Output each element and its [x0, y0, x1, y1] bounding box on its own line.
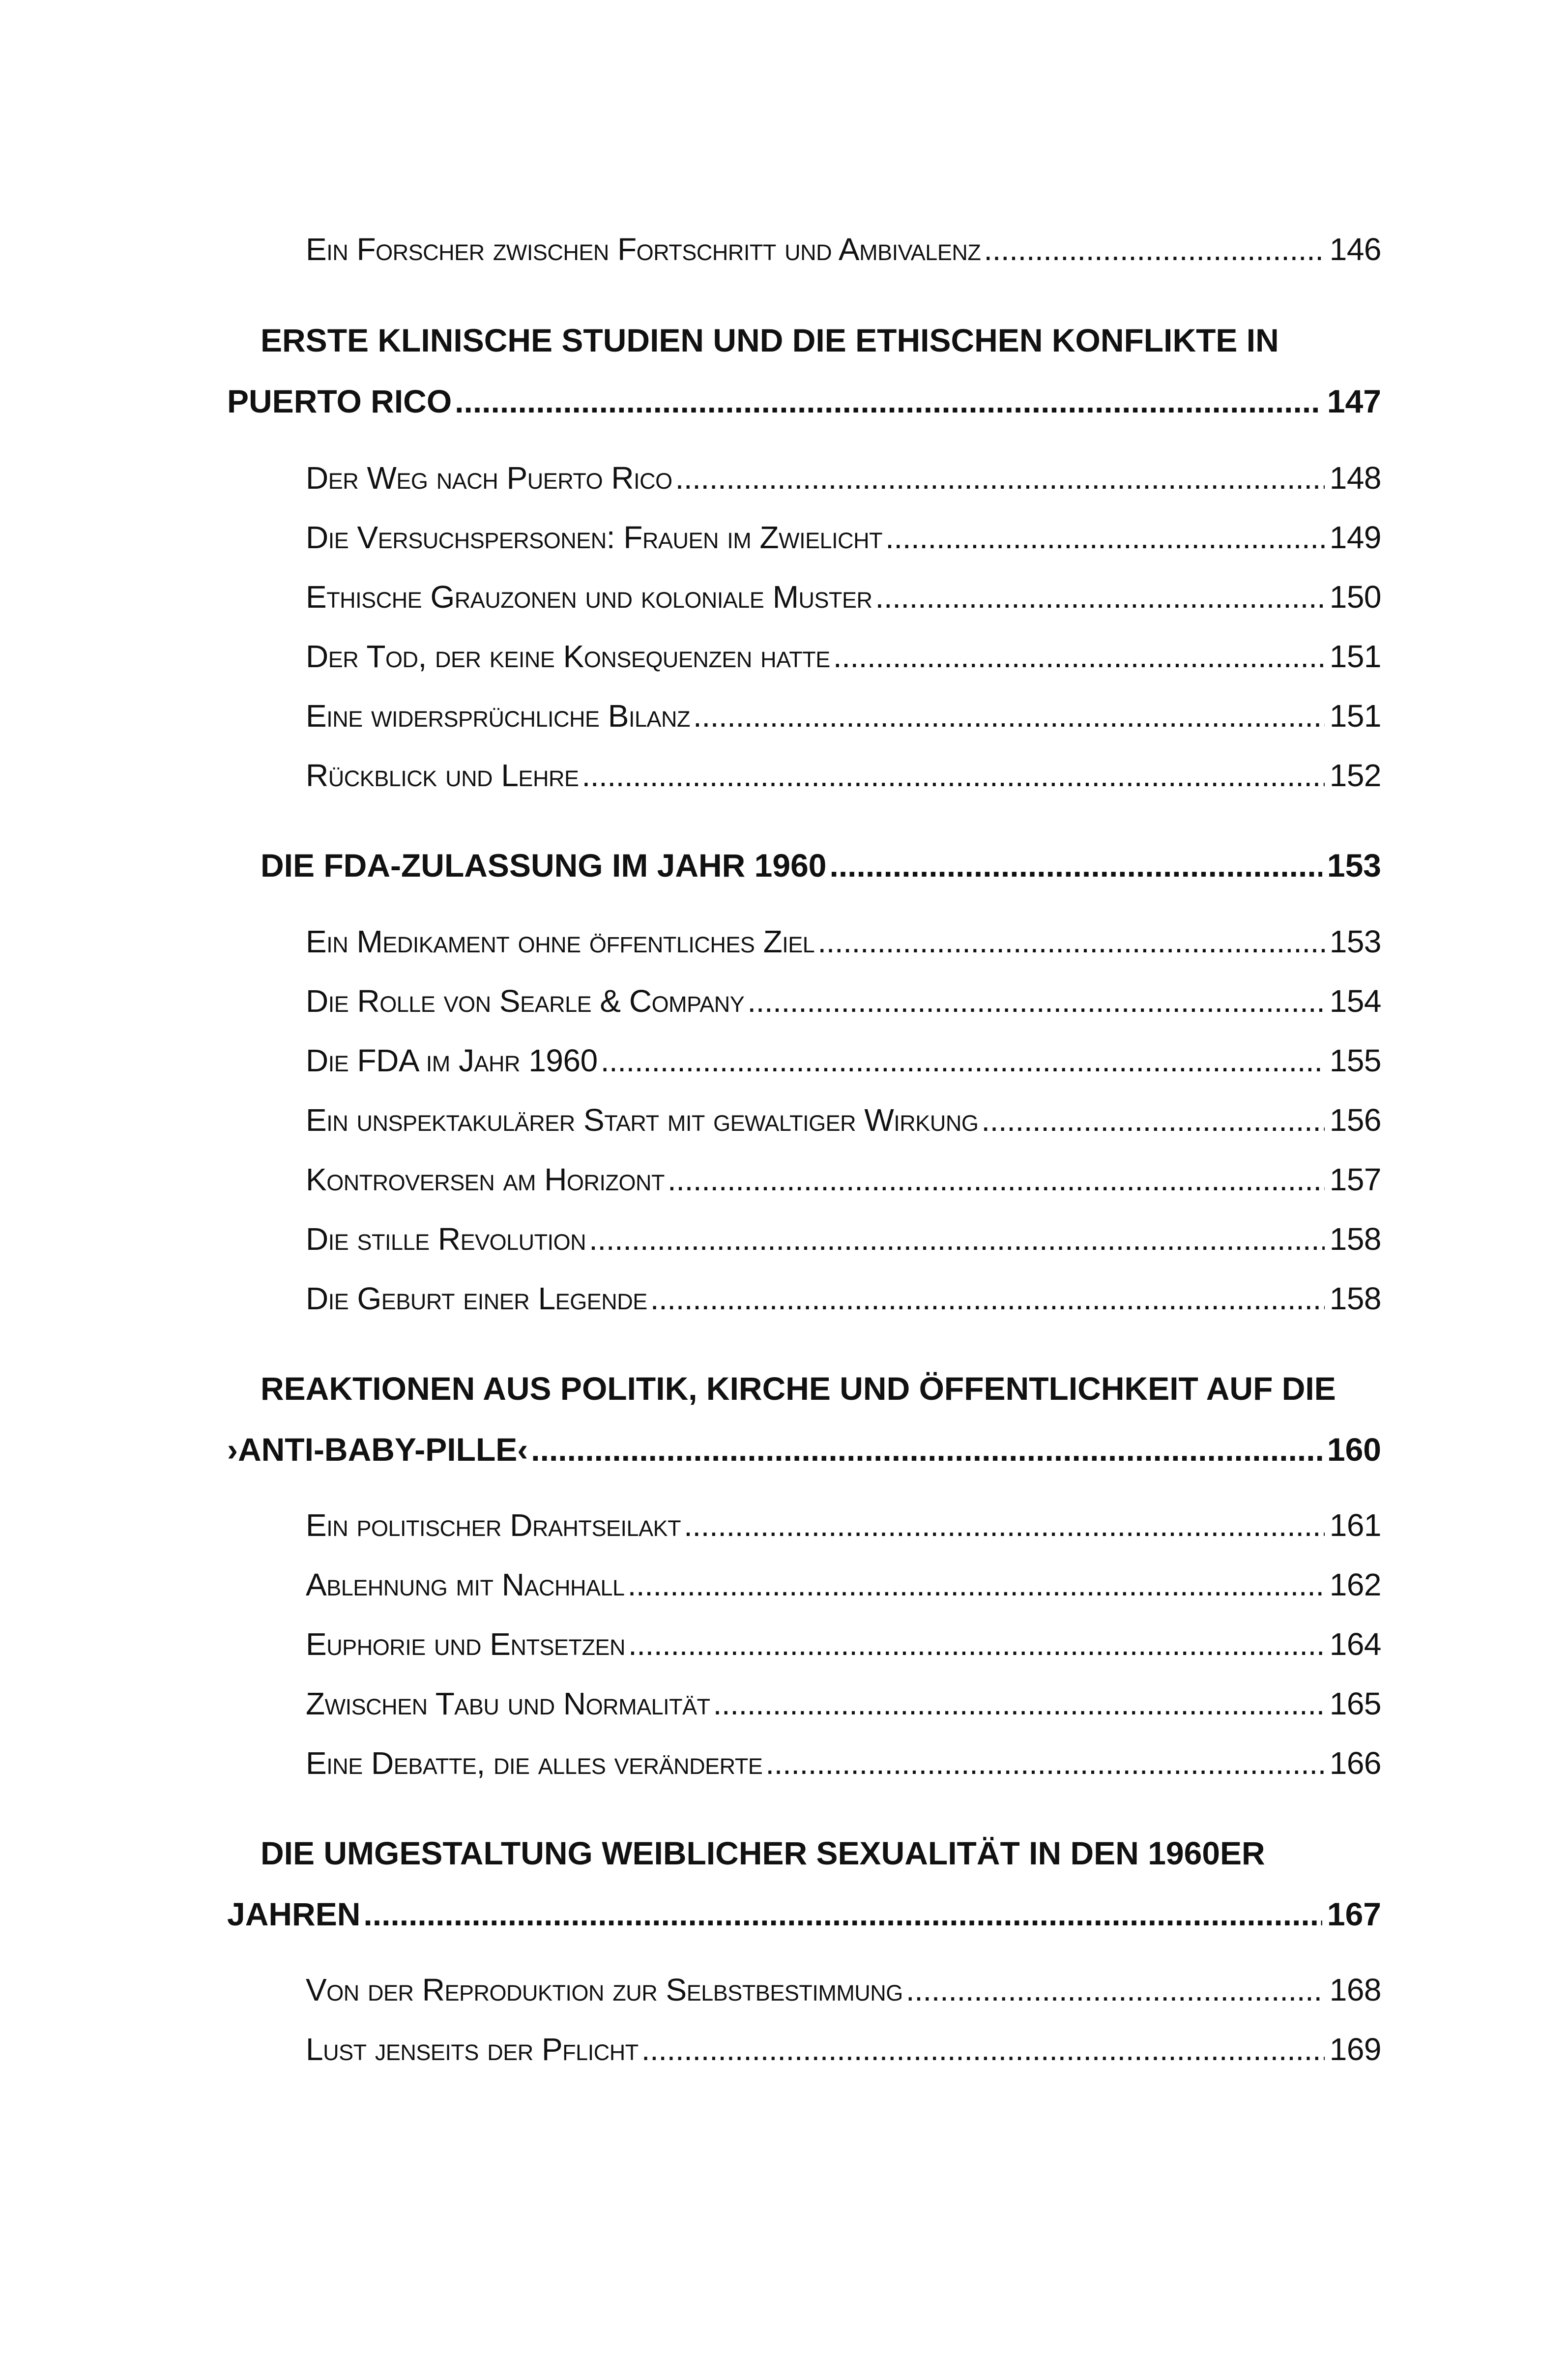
toc-entry-title: Der Weg nach Puerto Rico — [306, 460, 672, 496]
toc-chapter-page: 147 — [1327, 383, 1381, 419]
toc-entry-page: 158 — [1329, 1281, 1381, 1316]
toc-entry-page: 149 — [1329, 520, 1381, 555]
toc-entry-title: Zwischen Tabu und Normalität — [306, 1686, 710, 1721]
dot-leader — [455, 371, 1322, 432]
dot-leader — [641, 2031, 1325, 2067]
toc-entry-page: 158 — [1329, 1221, 1381, 1257]
toc-entry[interactable] — [227, 757, 1381, 794]
dot-leader — [713, 1685, 1325, 1722]
toc-entry[interactable] — [227, 1685, 1381, 1722]
dot-leader — [628, 1566, 1325, 1603]
toc-entry-page: 162 — [1329, 1567, 1381, 1602]
toc-entry-page: 154 — [1329, 983, 1381, 1019]
dot-leader — [693, 698, 1325, 734]
toc-entry[interactable] — [227, 1972, 1381, 2008]
dot-leader — [363, 1884, 1322, 1945]
dot-leader — [984, 231, 1324, 267]
toc-entry-page: 150 — [1329, 579, 1381, 615]
toc-entry-title: Ein Medikament ohne öffentliches Ziel — [306, 924, 815, 959]
toc-entry[interactable] — [227, 1745, 1381, 1781]
toc-entry-page: 157 — [1329, 1162, 1381, 1197]
toc-entry-title: Von der Reproduktion zur Selbstbestimmung — [306, 1972, 903, 2007]
toc-entry-title: Lust jenseits der Pflicht — [306, 2032, 639, 2067]
toc-chapter[interactable] — [227, 1358, 1381, 1480]
toc-entry-title: Die Versuchspersonen: Frauen im Zwielicht — [306, 520, 883, 555]
toc-entry[interactable] — [227, 231, 1381, 267]
toc-entry[interactable] — [227, 1280, 1381, 1317]
toc-entry-title: Ablehnung mit Nachhall — [306, 1567, 625, 1602]
toc-entry-page: 169 — [1329, 2032, 1381, 2067]
toc-entry[interactable] — [227, 923, 1381, 960]
dot-leader — [765, 1745, 1324, 1781]
toc-entry[interactable] — [227, 1042, 1381, 1079]
dot-leader — [675, 460, 1325, 496]
toc-entry-title: Ethische Grauzonen und koloniale Muster — [306, 579, 872, 615]
dot-leader — [981, 1102, 1324, 1138]
toc-entry-page: 155 — [1329, 1043, 1381, 1078]
dot-leader — [531, 1419, 1322, 1480]
toc-entry-title: Kontroversen am Horizont — [306, 1162, 665, 1197]
toc-entry-title: Ein politischer Drahtseilakt — [306, 1507, 681, 1543]
toc-entry-page: 153 — [1329, 924, 1381, 959]
dot-leader — [875, 579, 1325, 615]
toc-entry[interactable] — [227, 1161, 1381, 1198]
toc-entry[interactable] — [227, 460, 1381, 496]
toc-entry-title: Die Rolle von Searle & Company — [306, 983, 745, 1019]
toc-entry-title: Die FDA im Jahr 1960 — [306, 1043, 598, 1078]
toc-entry-page: 151 — [1329, 639, 1381, 674]
toc-chapter[interactable] — [227, 310, 1381, 432]
toc-chapter-title-line1: REAKTIONEN AUS POLITIK, KIRCHE UND ÖFFENTLICHKEIT AUF DIE — [261, 1370, 1336, 1407]
toc-entry[interactable] — [227, 2031, 1381, 2067]
toc-entry-page: 151 — [1329, 698, 1381, 734]
toc-entry-page: 164 — [1329, 1626, 1381, 1662]
toc-entry-page: 156 — [1329, 1102, 1381, 1138]
toc-chapter-title: ›ANTI-BABY-PILLE‹ — [227, 1431, 528, 1468]
toc-entry[interactable] — [227, 579, 1381, 615]
toc-entry[interactable] — [227, 983, 1381, 1019]
dot-leader — [817, 923, 1324, 960]
toc-entry-title: Die Geburt einer Legende — [306, 1281, 647, 1316]
toc-entry[interactable] — [227, 698, 1381, 734]
dot-leader — [589, 1221, 1325, 1257]
toc-entry-page: 152 — [1329, 758, 1381, 793]
toc-entry-title: Ein Forscher zwischen Fortschritt und Ambivalenz — [306, 232, 981, 267]
dot-leader — [906, 1972, 1325, 2008]
dot-leader — [684, 1507, 1325, 1543]
toc-chapter[interactable] — [227, 835, 1381, 896]
toc-entry[interactable] — [227, 1221, 1381, 1257]
dot-leader — [628, 1626, 1325, 1662]
dot-leader — [668, 1161, 1325, 1198]
dot-leader — [601, 1042, 1325, 1079]
toc-chapter-page: 160 — [1327, 1431, 1381, 1468]
toc-chapter-page: 153 — [1327, 847, 1381, 884]
toc-entry[interactable] — [227, 519, 1381, 556]
toc-entry-title: Euphorie und Entsetzen — [306, 1626, 625, 1662]
toc-chapter[interactable] — [227, 1823, 1381, 1945]
toc-entry-title: Eine widersprüchliche Bilanz — [306, 698, 691, 734]
dot-leader — [830, 835, 1322, 896]
toc-entry[interactable] — [227, 638, 1381, 675]
toc-chapter-title: JAHREN — [227, 1896, 361, 1932]
toc-entry[interactable] — [227, 1507, 1381, 1543]
toc-entry-page: 148 — [1329, 460, 1381, 496]
toc-entry-page: 161 — [1329, 1507, 1381, 1543]
dot-leader — [747, 983, 1324, 1019]
toc-entry-title: Der Tod, der keine Konsequenzen hatte — [306, 639, 830, 674]
toc-entry[interactable] — [227, 1102, 1381, 1138]
toc-entry[interactable] — [227, 1566, 1381, 1603]
toc-chapter-page: 167 — [1327, 1896, 1381, 1932]
toc-entry-page: 168 — [1329, 1972, 1381, 2007]
toc-entry-page: 166 — [1329, 1745, 1381, 1781]
toc-entry-title: Die stille Revolution — [306, 1221, 586, 1257]
dot-leader — [885, 519, 1325, 556]
toc-chapter-title: PUERTO RICO — [227, 383, 452, 419]
toc-entry-title: Rückblick und Lehre — [306, 758, 579, 793]
toc-entry-title: Ein unspektakulärer Start mit gewaltiger Wirkung — [306, 1102, 979, 1138]
toc-entry-page: 165 — [1329, 1686, 1381, 1721]
toc-entry-page: 146 — [1329, 232, 1381, 267]
toc-entry[interactable] — [227, 1626, 1381, 1662]
toc-chapter-title-line1: ERSTE KLINISCHE STUDIEN UND DIE ETHISCHEN KONFLIKTE IN — [261, 322, 1279, 358]
toc-entry-title: Eine Debatte, die alles veränderte — [306, 1745, 763, 1781]
toc-chapter-title: DIE FDA-ZULASSUNG IM JAHR 1960 — [261, 847, 827, 884]
dot-leader — [581, 757, 1324, 794]
toc-chapter-title-line1: DIE UMGESTALTUNG WEIBLICHER SEXUALITÄT IN DEN 1960ER — [261, 1835, 1265, 1871]
dot-leader — [833, 638, 1325, 675]
dot-leader — [650, 1280, 1325, 1317]
